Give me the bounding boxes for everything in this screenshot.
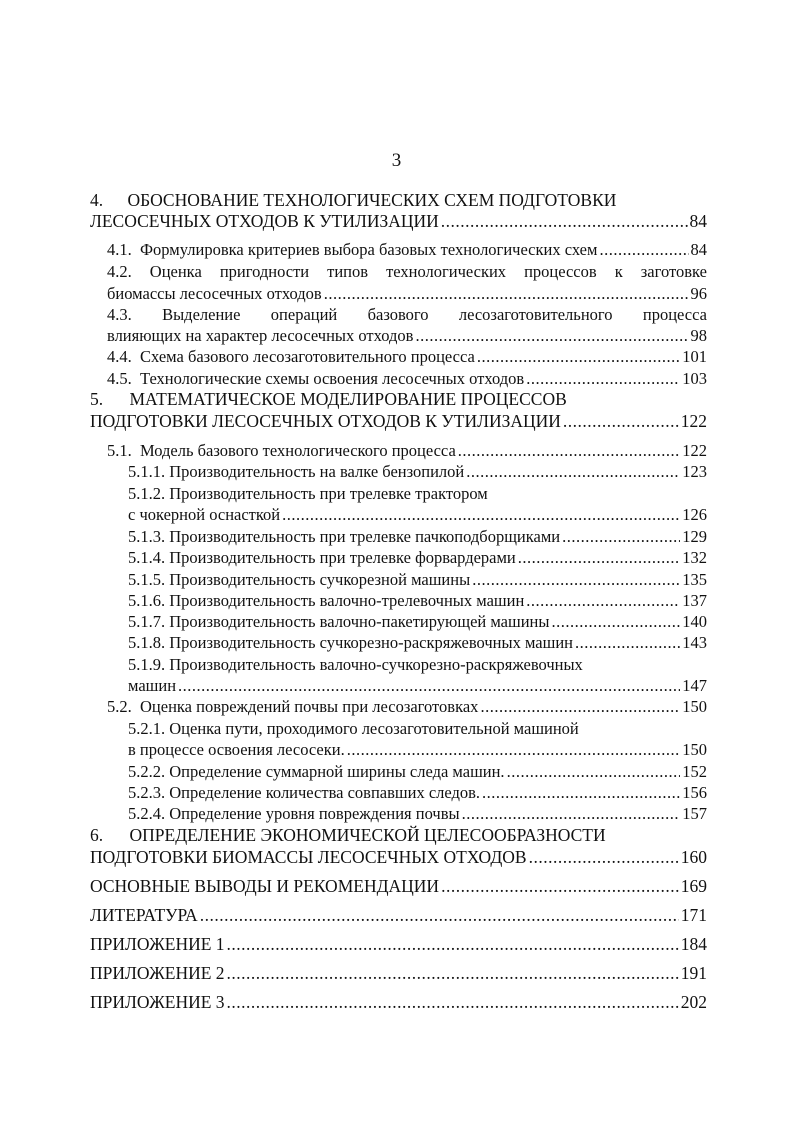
toc-s5-page: 122	[680, 411, 707, 431]
toc-leader	[518, 548, 680, 568]
toc-4-2-word: к	[614, 262, 623, 281]
toc-s6-page: 160	[680, 847, 707, 867]
toc-entry-5-1-8	[128, 633, 707, 653]
toc-entry-num: 5.1.7.	[128, 612, 166, 631]
toc-entry-page: 132	[682, 548, 707, 567]
toc-entry-5-1-6	[128, 591, 707, 611]
toc-4-2-word: процессов	[524, 262, 597, 281]
toc-leader	[227, 992, 679, 1012]
toc-4-3-num: 4.3.	[107, 305, 132, 324]
toc-s4-line1	[90, 190, 616, 210]
toc-entry-page: 157	[682, 804, 707, 823]
toc-entry-num: 5.1.6.	[128, 591, 166, 610]
toc-entry-5-1-2-line1	[128, 484, 488, 504]
toc-leader	[480, 697, 680, 717]
toc-entry-title: Производительность при трелевке трактором	[169, 484, 488, 503]
toc-leader	[227, 934, 679, 954]
toc-leader	[282, 505, 680, 525]
toc-entry-num: 5.1.1.	[128, 462, 166, 481]
toc-appendix-2-page: 191	[680, 963, 707, 983]
toc-entry-page: 143	[682, 633, 707, 652]
toc-5-2-num: 5.2.	[107, 697, 132, 716]
toc-entry-5-2-4	[128, 804, 707, 824]
toc-conclusions-title: ОСНОВНЫЕ ВЫВОДЫ И РЕКОМЕНДАЦИИ	[90, 876, 440, 896]
toc-entry-num: 5.1.2.	[128, 484, 166, 503]
toc-entry-title: Определение уровня повреждения почвы	[169, 804, 460, 823]
toc-4-3-word: лесозаготовительного	[458, 305, 613, 324]
toc-leader	[347, 740, 681, 760]
toc-entry-title: Производительность сучкорезной машины	[169, 570, 471, 589]
toc-leader	[551, 612, 680, 632]
toc-entry-5-1-5	[128, 570, 707, 590]
toc-appendix-3	[90, 992, 707, 1012]
toc-entry-5-2-1-line2	[128, 740, 707, 760]
toc-4-5-num: 4.5.	[107, 369, 132, 388]
toc-s5-title: МАТЕМАТИЧЕСКОЕ МОДЕЛИРОВАНИЕ ПРОЦЕССОВ	[129, 389, 567, 409]
toc-entry-page: 123	[682, 462, 707, 481]
toc-leader	[575, 633, 680, 653]
toc-s5-line1	[90, 389, 567, 409]
toc-entry-page: 152	[682, 762, 707, 781]
toc-leader	[599, 240, 688, 260]
toc-leader	[324, 284, 689, 304]
toc-leader	[441, 211, 688, 231]
toc-entry-page: 129	[682, 527, 707, 546]
toc-5-2-page: 150	[682, 697, 707, 716]
toc-entry-4-5	[107, 369, 707, 389]
toc-entry-title-cont: машин	[128, 676, 177, 695]
toc-entry-num: 5.1.8.	[128, 633, 166, 652]
toc-entry-title: Определение суммарной ширины следа машин.	[169, 762, 505, 781]
toc-4-3-page: 98	[690, 326, 707, 345]
toc-4-3-word: операций	[270, 305, 338, 324]
toc-entry-5-1-4	[128, 548, 707, 568]
toc-s6-line1	[90, 825, 606, 845]
toc-leader	[563, 411, 679, 431]
toc-leader	[507, 762, 681, 782]
toc-4-2-num: 4.2.	[107, 262, 132, 281]
toc-4-5-page: 103	[682, 369, 707, 388]
toc-conclusions-page: 169	[680, 876, 707, 896]
toc-entry-4-3-line2	[107, 326, 707, 346]
toc-entry-title: Производительность валочно-сучкорезно-раскряжевочных	[169, 655, 583, 674]
toc-appendix-1	[90, 934, 707, 954]
toc-5-1-title: Модель базового технологического процесса	[140, 441, 456, 460]
toc-entry-5-1	[107, 441, 707, 461]
toc-appendix-2-title: ПРИЛОЖЕНИЕ 2	[90, 963, 225, 983]
toc-leader	[200, 905, 679, 925]
toc-4-3-word: процесса	[642, 305, 707, 324]
toc-leader	[227, 963, 679, 983]
toc-entry-5-1-9-line1	[128, 655, 583, 675]
toc-entry-5-1-3	[128, 527, 707, 547]
toc-appendix-2	[90, 963, 707, 983]
toc-s6-line2	[90, 847, 707, 867]
toc-entry-title-cont: в процессе освоения лесосеки.	[128, 740, 345, 759]
toc-appendix-1-title: ПРИЛОЖЕНИЕ 1	[90, 934, 225, 954]
toc-entry-title: Производительность сучкорезно-раскряжевочных машин	[169, 633, 573, 652]
toc-leader	[441, 876, 679, 896]
toc-leader	[529, 847, 679, 867]
toc-s5-num: 5.	[90, 389, 104, 409]
toc-literature-title: ЛИТЕРАТУРА	[90, 905, 198, 925]
toc-s6-title: ОПРЕДЕЛЕНИЕ ЭКОНОМИЧЕСКОЙ ЦЕЛЕСООБРАЗНОСТИ	[129, 825, 606, 845]
toc-4-2-word: Оценка	[149, 262, 202, 281]
toc-entry-num: 5.2.2.	[128, 762, 166, 781]
toc-leader	[526, 369, 680, 389]
toc-4-1-title: Формулировка критериев выбора базовых технологических схем	[140, 240, 598, 259]
toc-s4-line2	[90, 211, 707, 231]
toc-4-1-num: 4.1.	[107, 240, 132, 259]
toc-leader	[466, 462, 680, 482]
toc-entry-title: Производительность при трелевке форвардерами	[169, 548, 516, 567]
toc-leader	[415, 326, 688, 346]
toc-conclusions	[90, 876, 707, 896]
toc-4-3-word: Выделение	[162, 305, 241, 324]
toc-appendix-3-title: ПРИЛОЖЕНИЕ 3	[90, 992, 225, 1012]
toc-5-1-num: 5.1.	[107, 441, 132, 460]
toc-leader	[482, 783, 680, 803]
toc-leader	[477, 347, 680, 367]
toc-entry-4-1	[107, 240, 707, 260]
toc-entry-page: 147	[682, 676, 707, 695]
toc-entry-5-1-7	[128, 612, 707, 632]
toc-4-4-title: Схема базового лесозаготовительного процесса	[140, 347, 475, 366]
toc-5-1-page: 122	[682, 441, 707, 460]
toc-s4-title-cont: ЛЕСОСЕЧНЫХ ОТХОДОВ К УТИЛИЗАЦИИ	[90, 211, 439, 231]
toc-entry-title: Определение количества совпавших следов.	[169, 783, 481, 802]
toc-leader	[562, 527, 680, 547]
toc-entry-4-4	[107, 347, 707, 367]
toc-entry-num: 5.2.1.	[128, 719, 166, 738]
toc-entry-title-cont: с чокерной оснасткой	[128, 505, 281, 524]
toc-entry-num: 5.1.5.	[128, 570, 166, 589]
toc-4-2-word: пригодности	[219, 262, 310, 281]
toc-literature	[90, 905, 707, 925]
toc-entry-num: 5.1.9.	[128, 655, 166, 674]
page-number: 3	[391, 150, 402, 171]
toc-entry-5-2-1-line1	[128, 719, 579, 739]
toc-entry-title: Производительность на валке бензопилой	[169, 462, 465, 481]
toc-s4-num: 4.	[90, 190, 104, 210]
toc-4-3-title-cont: влияющих на характер лесосечных отходов	[107, 326, 414, 345]
toc-4-2-page: 96	[690, 284, 707, 303]
toc-entry-title: Производительность валочно-пакетирующей машины	[169, 612, 550, 631]
toc-appendix-3-page: 202	[680, 992, 707, 1012]
toc-entry-page: 150	[682, 740, 707, 759]
toc-entry-num: 5.1.4.	[128, 548, 166, 567]
toc-s4-page: 84	[689, 211, 707, 231]
toc-4-2-word: заготовке	[640, 262, 707, 281]
toc-4-4-num: 4.4.	[107, 347, 132, 366]
toc-4-2-word: технологических	[386, 262, 507, 281]
toc-s6-title-cont: ПОДГОТОВКИ БИОМАССЫ ЛЕСОСЕЧНЫХ ОТХОДОВ	[90, 847, 527, 867]
toc-entry-num: 5.1.3.	[128, 527, 166, 546]
toc-entry-5-1-2-line2	[128, 505, 707, 525]
toc-leader	[472, 570, 680, 590]
toc-appendix-1-page: 184	[680, 934, 707, 954]
toc-5-2-title: Оценка повреждений почвы при лесозаготовках	[140, 697, 479, 716]
toc-entry-5-2-3	[128, 783, 707, 803]
toc-entry-5-1-1	[128, 462, 707, 482]
toc-4-3-word: базового	[367, 305, 429, 324]
toc-entry-4-2-line1	[107, 262, 707, 282]
toc-entry-title: Производительность при трелевке пачкоподборщиками	[169, 527, 561, 546]
toc-entry-page: 137	[682, 591, 707, 610]
toc-leader	[458, 441, 680, 461]
toc-entry-title: Оценка пути, проходимого лесозаготовительной машиной	[169, 719, 579, 738]
toc-entry-page: 140	[682, 612, 707, 631]
toc-leader	[526, 591, 680, 611]
toc-entry-5-2-2	[128, 762, 707, 782]
toc-entry-page: 156	[682, 783, 707, 802]
toc-entry-num: 5.2.4.	[128, 804, 166, 823]
toc-s5-line2	[90, 411, 707, 431]
toc-4-5-title: Технологические схемы освоения лесосечных отходов	[140, 369, 525, 388]
toc-entry-4-3-line1	[107, 305, 707, 325]
toc-leader	[462, 804, 681, 824]
toc-entry-5-1-9-line2	[128, 676, 707, 696]
toc-entry-num: 5.2.3.	[128, 783, 166, 802]
toc-4-1-page: 84	[690, 240, 707, 259]
toc-4-4-page: 101	[682, 347, 707, 366]
toc-literature-page: 171	[680, 905, 707, 925]
toc-4-2-word: типов	[327, 262, 369, 281]
toc-4-2-title-cont: биомассы лесосечных отходов	[107, 284, 322, 303]
toc-entry-title: Производительность валочно-трелевочных машин	[169, 591, 525, 610]
toc-leader	[178, 676, 680, 696]
toc-s6-num: 6.	[90, 825, 104, 845]
toc-entry-page: 135	[682, 570, 707, 589]
toc-entry-5-2	[107, 697, 707, 717]
toc-entry-4-2-line2	[107, 284, 707, 304]
toc-s5-title-cont: ПОДГОТОВКИ ЛЕСОСЕЧНЫХ ОТХОДОВ К УТИЛИЗАЦИИ	[90, 411, 561, 431]
toc-s4-title: ОБОСНОВАНИЕ ТЕХНОЛОГИЧЕСКИХ СХЕМ ПОДГОТОВКИ	[127, 190, 617, 210]
toc-entry-page: 126	[682, 505, 707, 524]
